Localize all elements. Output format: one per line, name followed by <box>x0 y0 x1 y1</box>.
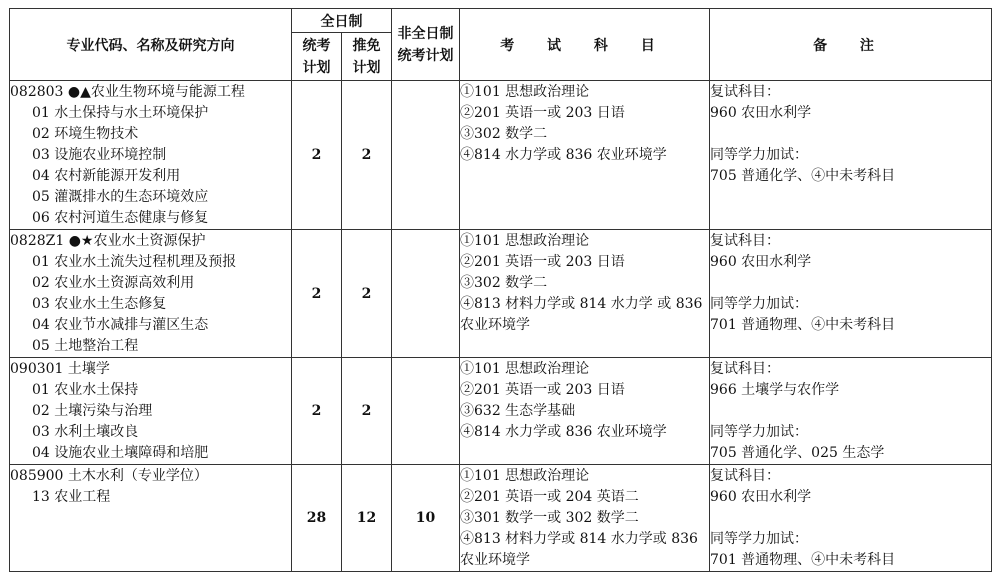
research-direction: 03 设施农业环境控制 <box>32 147 167 163</box>
enrollment-table <box>9 8 992 572</box>
subjects-cell <box>460 358 710 465</box>
research-direction: 04 农村新能源开发利用 <box>32 168 181 184</box>
header-exam-plan <box>292 33 342 81</box>
parttime-plan-value <box>392 358 460 465</box>
notes-cell <box>710 81 992 230</box>
subject-line: ②201 英语一或 204 英语二 <box>460 489 639 505</box>
exempt-plan-value: 12 <box>342 465 392 572</box>
subject-line: 农业环境学 <box>460 317 530 333</box>
subject-line: ②201 英语一或 203 日语 <box>460 254 625 270</box>
note-line <box>710 273 991 294</box>
subject-line: ④814 水力学或 836 农业环境学 <box>460 424 667 440</box>
major-title: 0828Z1 ●★农业水土资源保护 <box>10 233 206 249</box>
note-line: 同等学力加试： <box>710 296 808 312</box>
note-line: 同等学力加试： <box>710 147 808 163</box>
subject-line: ①101 思想政治理论 <box>460 468 590 484</box>
parttime-plan-value <box>392 81 460 230</box>
note-line: 960 农田水利学 <box>710 489 812 505</box>
subject-line: ①101 思想政治理论 <box>460 361 590 377</box>
note-line: 960 农田水利学 <box>710 254 812 270</box>
notes-cell <box>710 465 992 572</box>
subject-line: ②201 英语一或 203 日语 <box>460 382 625 398</box>
header-parttime <box>392 9 460 81</box>
research-direction: 01 农业水土保持 <box>32 382 139 398</box>
major-title: 082803 ●▲农业生物环境与能源工程 <box>10 84 245 100</box>
research-direction: 04 农业节水减排与灌区生态 <box>32 317 209 333</box>
header-subjects: 考 试 科 目 <box>460 9 710 81</box>
research-direction: 02 农业水土资源高效利用 <box>32 275 195 291</box>
note-line: 同等学力加试： <box>710 424 808 440</box>
parttime-plan-value <box>392 230 460 358</box>
research-direction: 03 水利土壤改良 <box>32 424 139 440</box>
parttime-plan-value: 10 <box>392 465 460 572</box>
research-direction: 13 农业工程 <box>32 489 111 505</box>
subject-line: ②201 英语一或 203 日语 <box>460 105 625 121</box>
header-fulltime: 全日制 <box>292 9 392 33</box>
research-direction: 02 土壤污染与治理 <box>32 403 153 419</box>
note-line: 复试科目： <box>710 361 780 377</box>
subject-line: ④814 水力学或 836 农业环境学 <box>460 147 667 163</box>
note-line <box>710 401 991 422</box>
research-direction: 02 环境生物技术 <box>32 126 139 142</box>
note-line <box>710 508 991 529</box>
subjects-cell <box>460 465 710 572</box>
exam-plan-value: 2 <box>292 230 342 358</box>
header-notes: 备 注 <box>710 9 992 81</box>
note-line <box>710 124 991 145</box>
exempt-plan-value: 2 <box>342 358 392 465</box>
table-row <box>10 81 992 230</box>
exempt-plan-value: 2 <box>342 230 392 358</box>
research-direction: 05 灌溉排水的生态环境效应 <box>32 189 209 205</box>
note-line: 705 普通化学、025 生态学 <box>710 445 885 461</box>
header-exempt-plan-line1: 推免 <box>352 37 381 54</box>
header-parttime-line2: 统考计划 <box>397 47 454 64</box>
subject-line: ④813 材料力学或 814 水力学 或 836 <box>460 296 703 312</box>
subjects-cell <box>460 230 710 358</box>
header-exempt-plan-line2: 计划 <box>352 59 381 76</box>
major-title: 090301 土壤学 <box>10 361 110 377</box>
research-direction: 06 农村河道生态健康与修复 <box>32 210 209 226</box>
subject-line: ④813 材料力学或 814 水力学或 836 <box>460 531 698 547</box>
major-cell <box>10 230 292 358</box>
research-direction: 05 土地整治工程 <box>32 338 139 354</box>
note-line: 复试科目： <box>710 468 780 484</box>
note-line: 960 农田水利学 <box>710 105 812 121</box>
research-direction: 01 农业水土流失过程机理及预报 <box>32 254 237 270</box>
research-direction: 03 农业水土生态修复 <box>32 296 167 312</box>
header-major: 专业代码、名称及研究方向 <box>10 9 292 81</box>
note-line: 966 土壤学与农作学 <box>710 382 840 398</box>
research-direction: 04 设施农业土壤障碍和培肥 <box>32 445 209 461</box>
subject-line: ③302 数学二 <box>460 275 548 291</box>
note-line: 701 普通物理、④中未考科目 <box>710 317 896 333</box>
major-cell <box>10 358 292 465</box>
exam-plan-value: 2 <box>292 81 342 230</box>
subject-line: 农业环境学 <box>460 552 530 568</box>
subject-line: ①101 思想政治理论 <box>460 233 590 249</box>
exempt-plan-value: 2 <box>342 81 392 230</box>
header-exam-plan-line1: 统考 <box>302 37 331 54</box>
subject-line: ③302 数学二 <box>460 126 548 142</box>
header-exempt-plan <box>342 33 392 81</box>
subject-line: ①101 思想政治理论 <box>460 84 590 100</box>
notes-cell <box>710 358 992 465</box>
subjects-cell <box>460 81 710 230</box>
notes-cell <box>710 230 992 358</box>
major-cell <box>10 81 292 230</box>
exam-plan-value: 2 <box>292 358 342 465</box>
table-row <box>10 358 992 465</box>
exam-plan-value: 28 <box>292 465 342 572</box>
major-title: 085900 土木水利（专业学位） <box>10 468 208 484</box>
note-line: 复试科目： <box>710 84 780 100</box>
note-line: 同等学力加试： <box>710 531 808 547</box>
header-parttime-line1: 非全日制 <box>397 25 454 42</box>
header-exam-plan-line2: 计划 <box>302 59 331 76</box>
subject-line: ③301 数学一或 302 数学二 <box>460 510 639 526</box>
note-line: 701 普通物理、④中未考科目 <box>710 552 896 568</box>
table-row <box>10 465 992 572</box>
research-direction: 01 水土保持与水土环境保护 <box>32 105 209 121</box>
table-row <box>10 230 992 358</box>
note-line: 复试科目： <box>710 233 780 249</box>
subject-line: ③632 生态学基础 <box>460 403 576 419</box>
major-cell <box>10 465 292 572</box>
note-line: 705 普通化学、④中未考科目 <box>710 168 896 184</box>
